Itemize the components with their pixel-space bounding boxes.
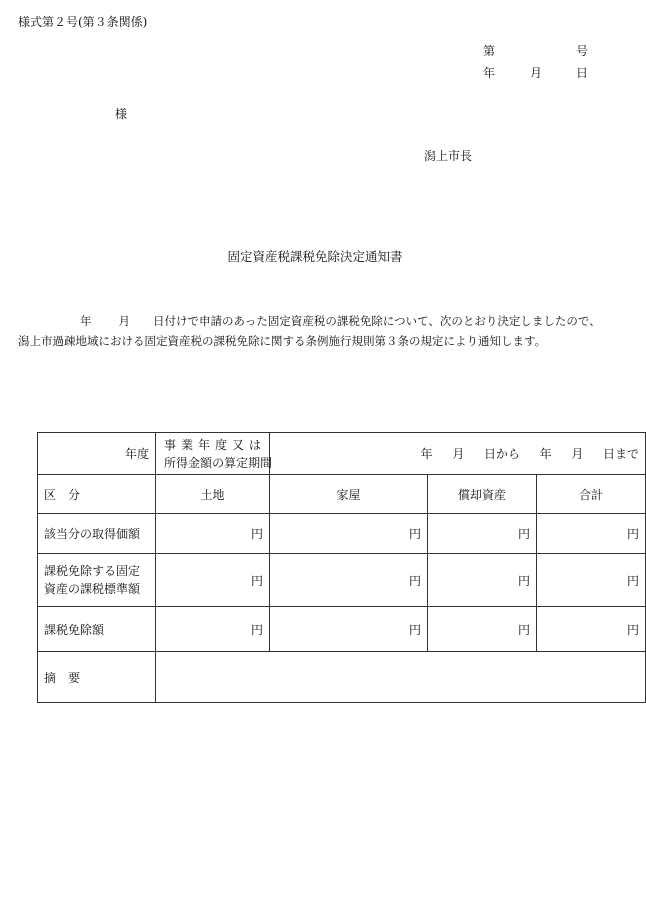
period-line-1-char: 度 — [215, 437, 228, 452]
column-header-land: 土地 — [156, 475, 270, 514]
period-line-2-char: 得 — [176, 455, 189, 470]
date-year-label: 年 — [483, 66, 496, 80]
range-end-day: 日まで — [603, 447, 640, 461]
range-start-month: 月 — [452, 447, 465, 461]
body-line-1-text: 日付けで申請のあった固定資産税の課税免除について、次のとおり決定しましたので、 — [153, 314, 601, 328]
column-header-total: 合計 — [537, 475, 646, 514]
cell-total: 円 — [537, 554, 646, 607]
period-label-line-1 — [156, 436, 269, 454]
range-start-year: 年 — [420, 447, 433, 461]
remarks-label: 摘 要 — [38, 652, 156, 703]
cell-depreciable: 円 — [428, 554, 537, 607]
period-line-1-char: 業 — [181, 437, 194, 452]
cell-total: 円 — [537, 514, 646, 554]
cell-land: 円 — [156, 514, 270, 554]
row-label-line-1: 課税免除する固定 — [44, 564, 141, 578]
body-line-1 — [80, 316, 601, 328]
period-row — [38, 433, 646, 475]
cell-building: 円 — [270, 554, 428, 607]
cell-depreciable: 円 — [428, 607, 537, 652]
period-line-1-char: は — [249, 437, 262, 452]
period-label-cell — [156, 433, 273, 475]
period-line-1-char: 事 — [164, 437, 177, 452]
range-end-month: 月 — [571, 447, 584, 461]
document-number-suffix: 号 — [576, 44, 589, 58]
period-line-2-char: 定 — [236, 455, 249, 470]
body-month: 月 — [118, 314, 130, 328]
column-header-row — [38, 475, 646, 514]
table-row — [38, 554, 646, 607]
period-range-cell — [270, 433, 646, 475]
cell-land: 円 — [156, 554, 270, 607]
document-number-prefix: 第 — [483, 44, 496, 58]
period-line-1-char: 又 — [232, 437, 245, 452]
range-end-year: 年 — [539, 447, 552, 461]
period-line-1-char: 年 — [198, 437, 211, 452]
period-line-2-char: 金 — [188, 455, 201, 470]
date-day-label: 日 — [576, 66, 589, 80]
remarks-value[interactable] — [156, 652, 646, 703]
body-year: 年 — [80, 314, 92, 328]
period-label-line-2 — [156, 454, 273, 472]
period-line-2-char: 算 — [224, 455, 237, 470]
cell-depreciable: 円 — [428, 514, 537, 554]
remarks-row — [38, 652, 646, 703]
document-title: 固定資産税課税免除決定通知書 — [227, 249, 403, 264]
form-number-label: 様式第２号(第３条関係) — [18, 15, 148, 29]
tax-exemption-table — [37, 432, 646, 703]
column-header-depreciable: 償却資産 — [428, 475, 537, 514]
period-line-2-char: 所 — [164, 455, 177, 470]
cell-building: 円 — [270, 607, 428, 652]
row-label — [38, 554, 156, 607]
category-header: 区 分 — [38, 475, 156, 514]
cell-building: 円 — [270, 514, 428, 554]
body-line-2: 潟上市過疎地域における固定資産税の課税免除に関する条例施行規則第３条の規定により通知します。 — [18, 334, 547, 348]
period-line-2-char: 間 — [260, 455, 273, 470]
table-row — [38, 607, 646, 652]
cell-total: 円 — [537, 607, 646, 652]
column-header-building: 家屋 — [270, 475, 428, 514]
range-start-day: 日から — [483, 447, 520, 461]
period-line-2-char: 額 — [200, 455, 213, 470]
row-label: 課税免除額 — [38, 607, 156, 652]
addressee-honorific: 様 — [115, 107, 128, 121]
row-label-line-2: 資産の課税標準額 — [44, 582, 141, 596]
cell-land: 円 — [156, 607, 270, 652]
period-line-2-char: 期 — [248, 455, 261, 470]
date-month-label: 月 — [530, 66, 543, 80]
row-label: 該当分の取得価額 — [38, 514, 156, 554]
period-line-2-char: の — [212, 455, 225, 470]
table-row — [38, 514, 646, 554]
fiscal-year-cell: 年度 — [38, 433, 156, 475]
sender-name: 潟上市長 — [424, 149, 473, 163]
